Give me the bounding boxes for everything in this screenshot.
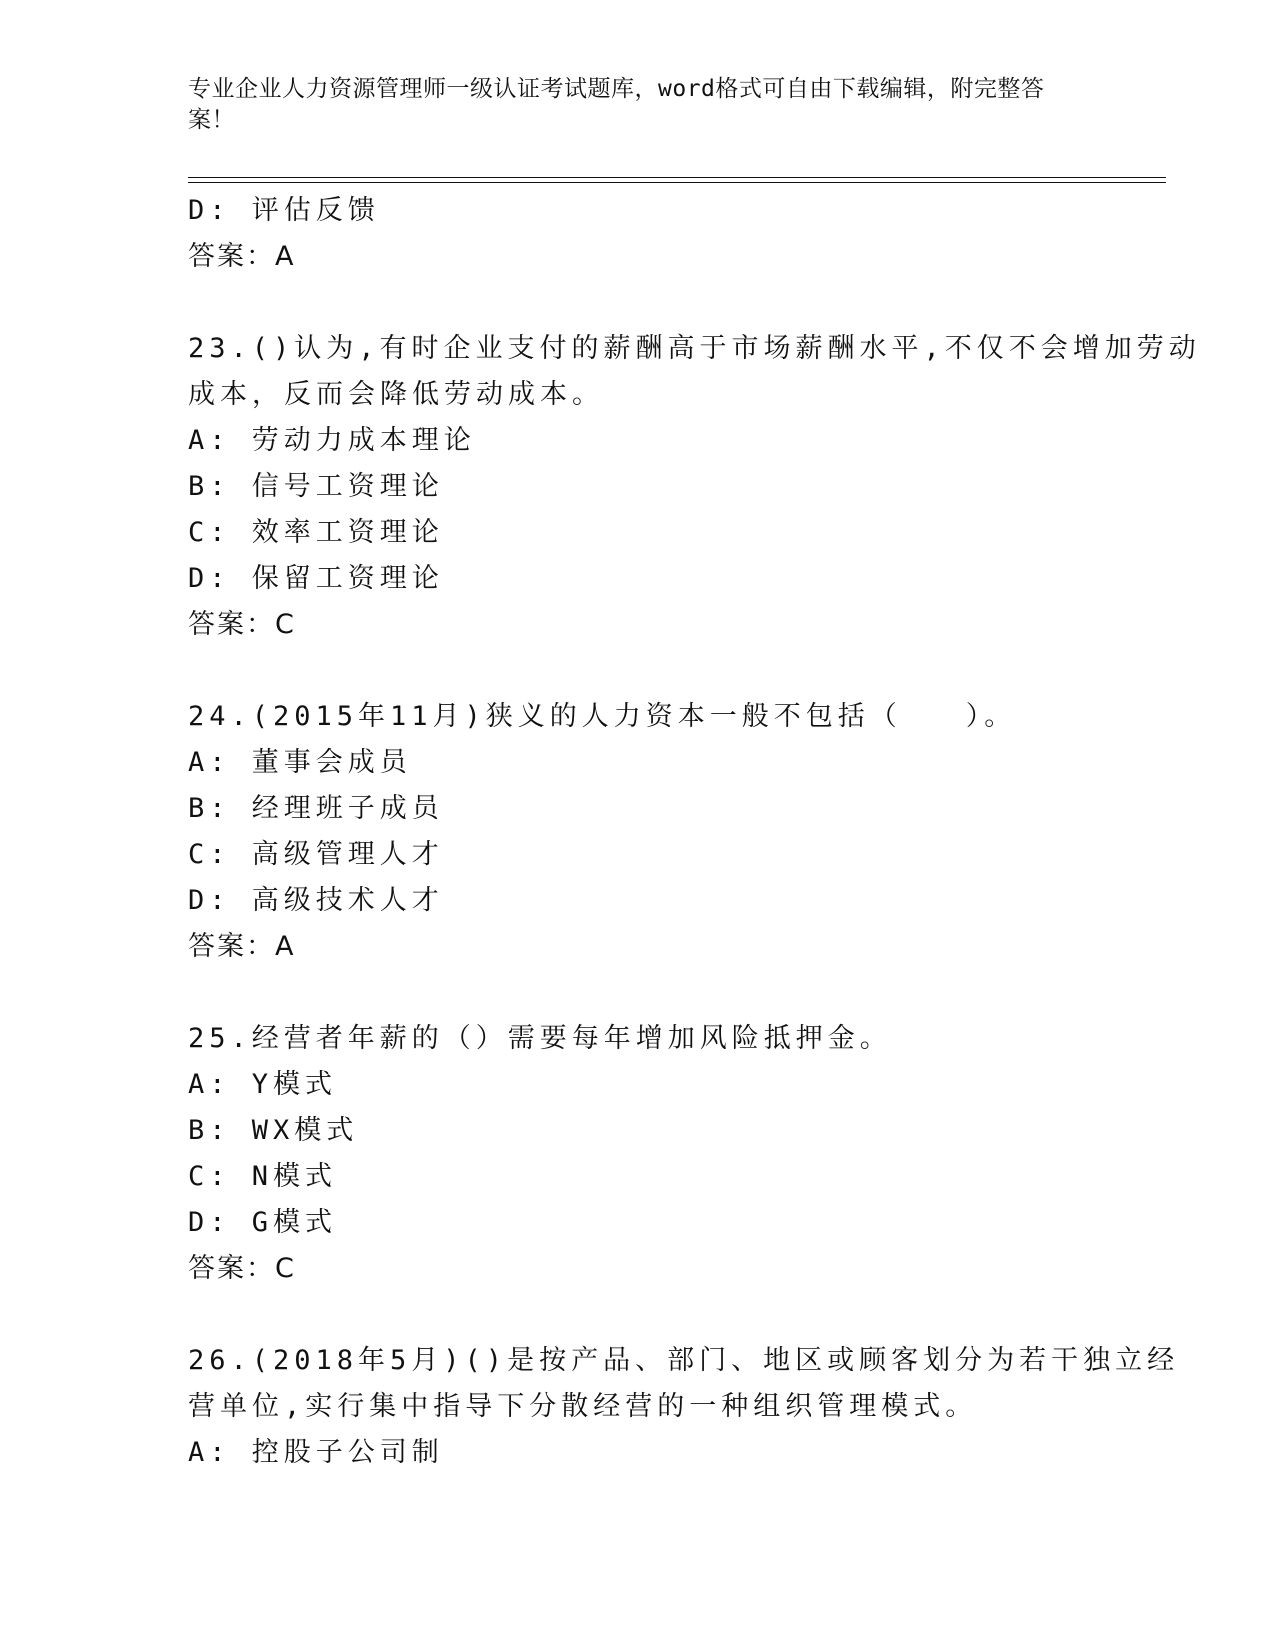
option-c: C: 高级管理人才 — [188, 839, 444, 870]
option-a: A: 劳动力成本理论 — [188, 425, 476, 456]
spacer — [188, 1292, 1108, 1338]
question-stem: 25.经营者年薪的（）需要每年增加风险抵押金。 — [188, 1023, 892, 1054]
header-rule-top — [188, 177, 1166, 178]
option-d: D: 评估反馈 — [188, 195, 380, 226]
header-rule-bottom — [188, 182, 1166, 183]
option-b: B: 经理班子成员 — [188, 793, 444, 824]
option-c: C: N模式 — [188, 1161, 338, 1192]
option-d: D: 高级技术人才 — [188, 885, 444, 916]
answer: 答案：A — [188, 931, 296, 962]
answer: 答案：A — [188, 241, 296, 272]
answer: 答案：C — [188, 1253, 296, 1284]
spacer — [188, 648, 1108, 694]
option-a: A: 控股子公司制 — [188, 1437, 444, 1468]
question-stem: 26.(2018年5月)()是按产品、部门、地区或顾客划分为若干独立经 — [188, 1345, 1180, 1376]
question-stem-continued: 营单位,实行集中指导下分散经营的一种组织管理模式。 — [188, 1391, 978, 1422]
option-b: B: 信号工资理论 — [188, 471, 444, 502]
answer: 答案：C — [188, 609, 296, 640]
question-stem-continued: 成本，反而会降低劳动成本。 — [188, 379, 604, 410]
question-stem: 24.(2015年11月)狭义的人力资本一般不包括（ ）。 — [188, 701, 1017, 732]
question-24 — [188, 694, 1108, 970]
option-a: A: Y模式 — [188, 1069, 338, 1100]
question-26 — [188, 1338, 1180, 1476]
option-a: A: 董事会成员 — [188, 747, 412, 778]
question-23 — [188, 326, 1201, 648]
spacer — [188, 280, 1108, 326]
prev-question-tail — [188, 188, 1108, 280]
option-c: C: 效率工资理论 — [188, 517, 444, 548]
question-list — [188, 188, 1201, 1476]
option-d: D: 保留工资理论 — [188, 563, 444, 594]
option-d: D: G模式 — [188, 1207, 338, 1238]
spacer — [188, 970, 1108, 1016]
option-b: B: WX模式 — [188, 1115, 359, 1146]
question-25 — [188, 1016, 1108, 1292]
question-stem: 23.()认为,有时企业支付的薪酬高于市场薪酬水平,不仅不会增加劳动 — [188, 333, 1201, 364]
page-header: 专业企业人力资源管理师一级认证考试题库，word格式可自由下载编辑，附完整答案！ — [188, 76, 1045, 133]
